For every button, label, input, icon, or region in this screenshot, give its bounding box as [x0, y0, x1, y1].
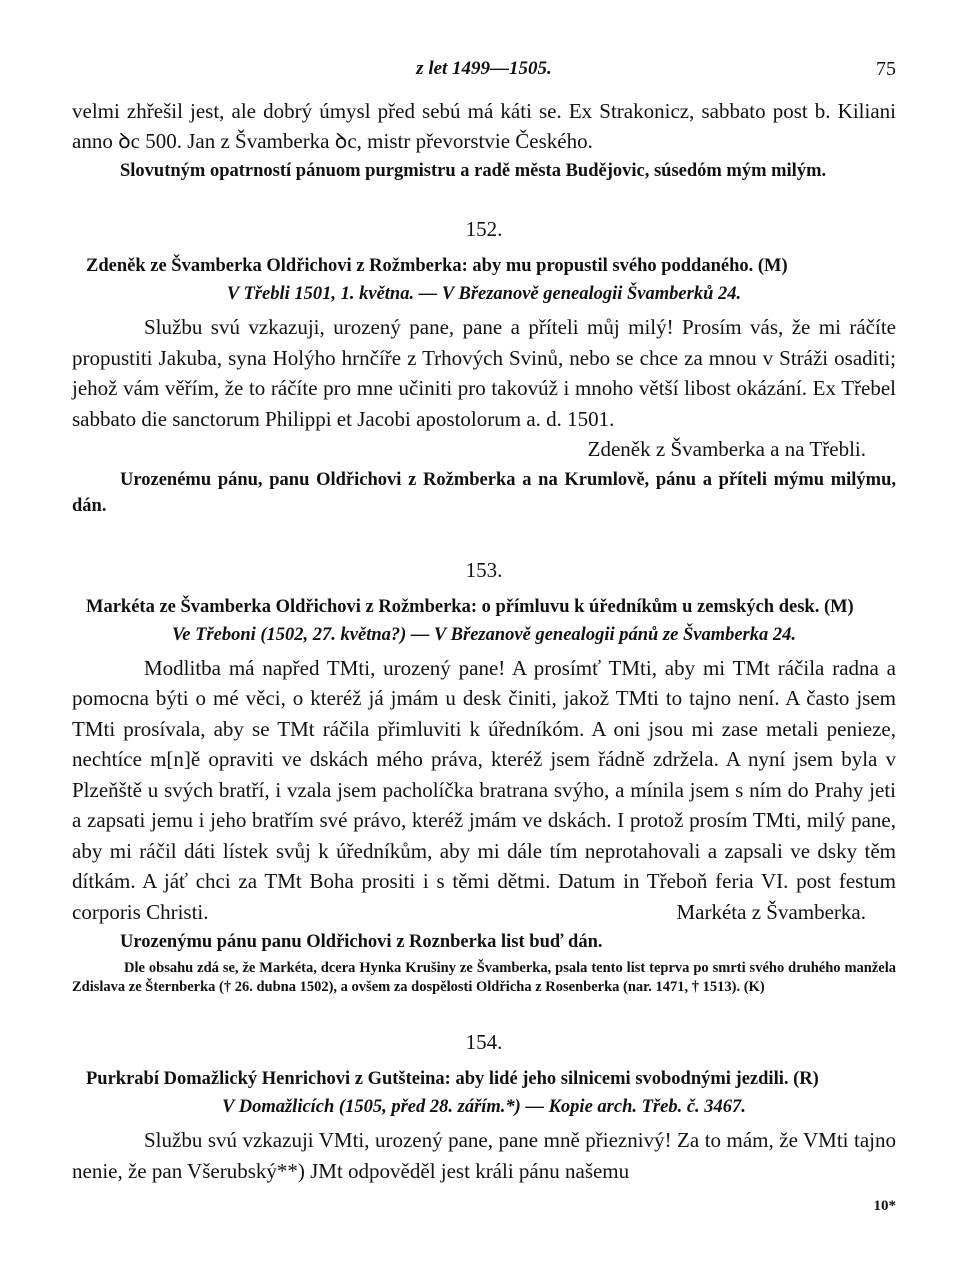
entry-154 — [72, 1027, 896, 1186]
letter-body: Službu svú vzkazuji VMti, urozený pane, pane mně přieznivý! Za to mám, že VMti tajno nenie, že pan Všerubský**) JMt odpověděl jest králi pánu našemu — [72, 1128, 896, 1183]
letter-address: Urozenému pánu, panu Oldřichovi z Rožmberka a na Krumlově, pánu a příteli mýmu milýmu, dán. — [72, 469, 896, 516]
book-page — [72, 52, 896, 1186]
entry-number: 154. — [465, 1030, 503, 1054]
entry-number: 152. — [465, 217, 503, 241]
letter-text: Službu svú vzkazuji, urozený pane, pane a příteli můj milý! Prosím vás, že mi ráčíte propustiti Jakuba, syna Holýho hrnčíře z Trhových Svinů, nebo se chce za mnou v Stráži osaditi; jehož vám věřím, že to ráčíte pro mne učiniti pro takovúž i mnoho větší libost okázání. Ex Třebel sabbato die sanctorum Philippi et Jacobi apostolorum a. d. 1501. — [72, 315, 896, 431]
letter-signature: Zdeněk z Švamberka a na Třebli. — [587, 437, 866, 461]
letter-body — [72, 653, 896, 928]
entry-summary: Markéta ze Švamberka Oldřichovi z Rožmberka: o přímluvu k úředníkům u zemských desk. (M) — [86, 596, 854, 617]
entry-source: V Domažlicích (1505, před 28. zářím.*) — Kopie arch. Třeb. č. 3467. — [222, 1097, 746, 1117]
continuation-address: Slovutným opatrností pánuom purgmistru a radě města Budějovic, súsedóm mým milým. — [120, 161, 827, 181]
editorial-note: Dle obsahu zdá se, že Markéta, dcera Hynka Krušiny ze Švamberka, psala tento list teprva po smrti svého druhého manžela Zdislava ze Šternberka († 26. dubna 1502), a ovšem za dospělosti Oldřicha z Rosenberka (nar. 1471, † 1513). (K) — [72, 960, 896, 995]
entry-source: Ve Třeboni (1502, 27. května?) — V Březanově genealogii pánů ze Švamberka 24. — [171, 624, 797, 645]
running-title: z let 1499—1505. — [416, 58, 552, 79]
entry-summary: Zdeněk ze Švamberka Oldřichovi z Rožmberka: aby mu propustil svého poddaného. (M) — [86, 256, 788, 276]
sheet-signature: 10* — [873, 1198, 896, 1214]
letter-address: Urozenýmu pánu panu Oldřichovi z Roznberka list buď dán. — [120, 932, 603, 952]
entry-152 — [72, 214, 896, 519]
entry-number: 153. — [465, 557, 503, 582]
page-number: 75 — [876, 58, 896, 80]
letter-signature: Markéta z Švamberka. — [676, 899, 866, 924]
letter-text: Modlitba má napřed TMti, urozený pane! A prosímť TMti, aby mi TMt ráčila radna a pomocna býti o mé věci, o kteréž já jmám u desk činiti, jakož TMti to tajno není. A často jsem TMti prosívala, aby se TMt ráčila přimluviti k úředníkóm. A oni jsou mi zase metali penieze, nechtíce m[n]ě opraviti ve dskách mého práva, kteréž jsem řádně zdržela. A nyní jsem byla v Plzeňště u svých bratří, i vzala jsem pacholíčka bratrana svýho, a mínila jsem s ním do Prahy jeti a zapsati jemu i jeho bratřím své právo, kteréž jmám ve dskách. I protož prosím TMti, milý pane, aby mi ráčil dáti lístek svůj k úředníkům, aby mi dále tím neprotahovali a zapsali ve dsky těm dítkám. A jáť chci za TMt Boha prositi i s těmi dětmi. Datum in Třeboň feria VI. post festum corporis Christi. — [72, 655, 896, 924]
continuation-text: velmi zhřešil jest, ale dobrý úmysl před sebú má káti se. Ex Strakonicz, sabbato post b. Kiliani anno ꝺc 500. Jan z Švamberka ꝺc, mistr převorstvie Českého. — [72, 99, 896, 153]
entry-summary: Purkrabí Domažlický Henrichovi z Gutšteina: aby lidé jeho silnicemi svobodnými jezdili. (R) — [86, 1069, 819, 1089]
page-header — [72, 52, 896, 92]
entry-153 — [72, 555, 896, 998]
letter-body — [72, 312, 896, 461]
entry-source: V Třebli 1501, 1. května. — V Březanově genealogii Švamberků 24. — [226, 284, 742, 304]
